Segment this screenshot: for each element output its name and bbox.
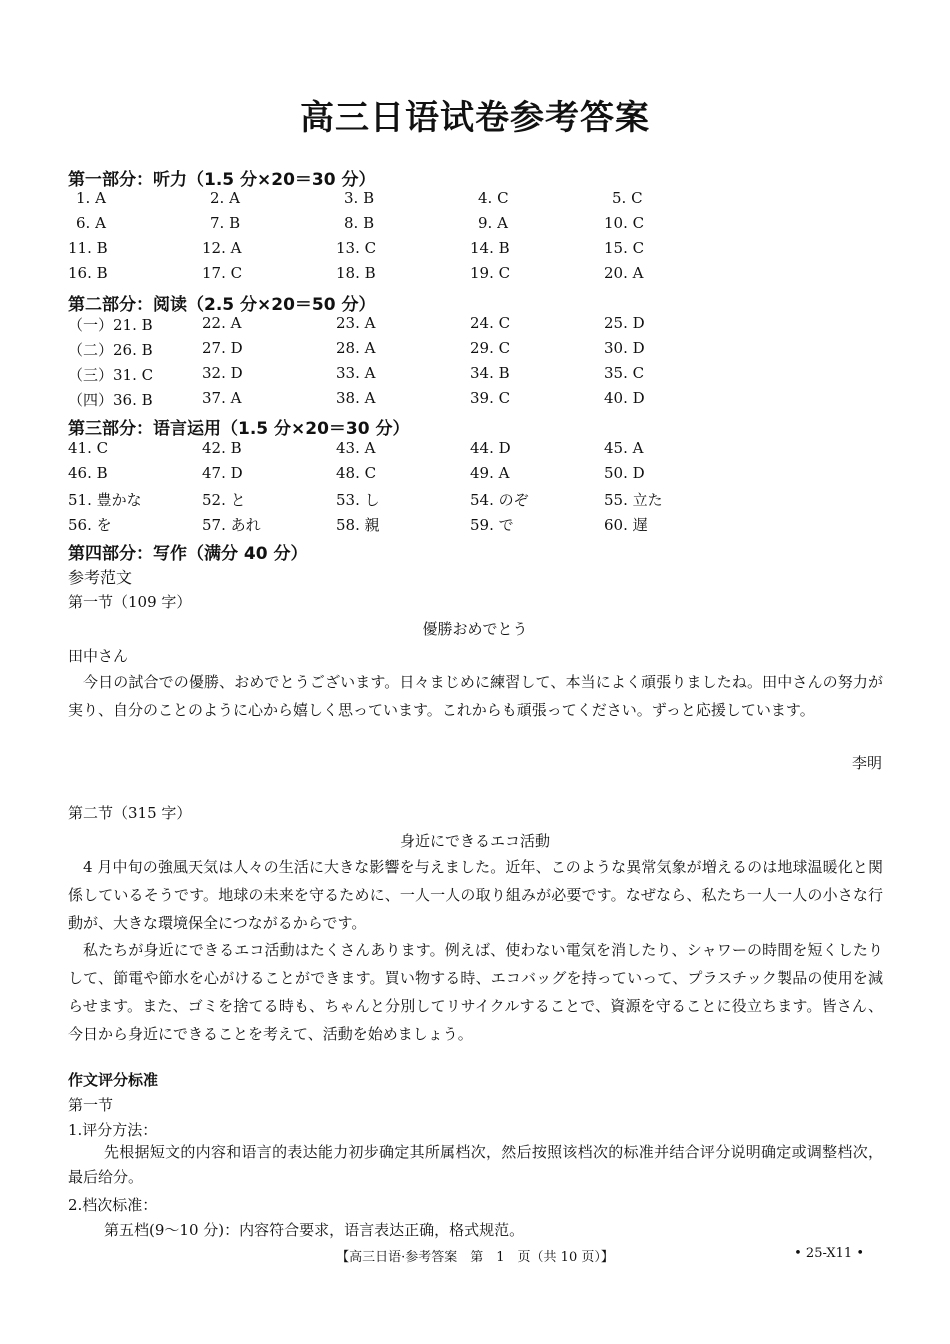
page-title: 高三日语试卷参考答案 [300, 98, 650, 138]
answer-cell: 39. C [470, 389, 511, 407]
footer-code: • 25-X11 • [794, 1246, 864, 1261]
answer-cell: 32. D [202, 364, 243, 382]
answer-cell: （四）36. B [68, 391, 153, 409]
grading-section-label: 第一节 [68, 1096, 114, 1114]
part4-heading: 第四部分：写作（满分 40 分） [68, 544, 308, 564]
essay1-body: 今日の試合での優勝、おめでとうございます。日々まじめに練習して、本当によく頑張りましたね。田中さんの努力が実り、自分のことのように心から嬉しく思っています。これからも頑張ってください。ずっと応援しています。 [68, 673, 883, 719]
answer-cell: 12. A [202, 239, 242, 257]
answer-cell: 7. B [210, 214, 241, 232]
answer-cell: 23. A [336, 314, 376, 332]
answer-cell: 57. あれ [202, 516, 261, 534]
answer-cell: 37. A [202, 389, 242, 407]
footer-page-info: 【高三日语·参考答案 第 1 页（共 10 页）】 [336, 1250, 614, 1265]
answer-cell: 40. D [604, 389, 645, 407]
answer-cell: 16. B [68, 264, 108, 282]
answer-row [0, 489, 950, 513]
answer-row [0, 514, 950, 538]
part3-heading: 第三部分：语言运用（1.5 分×20＝30 分） [68, 419, 410, 439]
answer-cell: 30. D [604, 339, 645, 357]
answer-cell: 8. B [344, 214, 375, 232]
section1-label: 第一节（109 字） [68, 593, 192, 611]
answer-cell: 1. A [76, 189, 106, 207]
answer-cell: 52. と [202, 491, 246, 509]
answer-cell: 51. 豊かな [68, 491, 142, 509]
answer-cell: 50. D [604, 464, 645, 482]
answer-cell: 59. で [470, 516, 514, 534]
answer-cell: 47. D [202, 464, 243, 482]
answer-cell: 55. 立た [604, 491, 663, 509]
answer-cell: 33. A [336, 364, 376, 382]
answer-cell: 20. A [604, 264, 644, 282]
essay2-title: 身近にできるエコ活動 [399, 832, 550, 850]
answer-cell: 25. D [604, 314, 645, 332]
part1-heading: 第一部分：听力（1.5 分×20＝30 分） [68, 170, 376, 190]
part2-heading: 第二部分：阅读（2.5 分×20＝50 分） [68, 295, 376, 315]
essay1-title: 優勝おめでとう [422, 620, 528, 638]
answer-cell: 53. し [336, 491, 380, 509]
answer-cell: 41. C [68, 439, 109, 457]
grading-method-text: 先根据短文的内容和语言的表达能力初步确定其所属档次，然后按照该档次的标准并结合评分说明确定或调整档次，最后给分。 [68, 1143, 883, 1186]
grading-level-5: 第五档(9～10 分)：内容符合要求，语言表达正确，格式规范。 [104, 1221, 525, 1239]
answer-row [0, 264, 950, 288]
answer-row [0, 339, 950, 363]
answer-cell: 43. A [336, 439, 376, 457]
answer-cell: 4. C [478, 189, 509, 207]
answer-cell: 29. C [470, 339, 511, 357]
answer-row [0, 189, 950, 213]
answer-row [0, 314, 950, 338]
answer-cell: 48. C [336, 464, 377, 482]
answer-cell: 54. のぞ [470, 491, 529, 509]
answer-cell: 34. B [470, 364, 510, 382]
answer-cell: 35. C [604, 364, 645, 382]
answer-cell: 3. B [344, 189, 375, 207]
answer-cell: 11. B [68, 239, 108, 257]
answer-cell: 38. A [336, 389, 376, 407]
essay1-greeting: 田中さん [68, 647, 129, 665]
answer-cell: 17. C [202, 264, 243, 282]
answer-cell: 5. C [612, 189, 643, 207]
section2-label: 第二节（315 字） [68, 804, 192, 822]
answer-cell: 10. C [604, 214, 645, 232]
answer-cell: 58. 親 [336, 516, 380, 534]
answer-cell: 60. 遅 [604, 516, 648, 534]
answer-cell: 6. A [76, 214, 106, 232]
answer-cell: （三）31. C [68, 366, 154, 384]
answer-row [0, 239, 950, 263]
answer-cell: 14. B [470, 239, 510, 257]
sample-essay-label: 参考范文 [68, 568, 133, 587]
answer-cell: 24. C [470, 314, 511, 332]
answer-cell: 46. B [68, 464, 108, 482]
answer-cell: 42. B [202, 439, 242, 457]
answer-cell: 2. A [210, 189, 240, 207]
answer-cell: （二）26. B [68, 341, 153, 359]
answer-cell: 15. C [604, 239, 645, 257]
answer-cell: 9. A [478, 214, 508, 232]
answer-cell: 49. A [470, 464, 510, 482]
essay2-paragraph-2: 私たちが身近にできるエコ活動はたくさんあります。例えば、使わない電気を消したり、シャワーの時間を短くしたりして、節電や節水を心がけることができます。買い物する時、エコバッグを持っていって、プラスチック製品の使用を減らせます。また、ゴミを捨てる時も、ちゃんと分別してリサイクルすることで、資源を守ることに役立ちます。皆さん、今日から身近にできることを考えて、活動を始めましょう。 [68, 941, 883, 1043]
answer-cell: 44. D [470, 439, 511, 457]
answer-cell: 27. D [202, 339, 243, 357]
grading-heading: 作文评分标准 [68, 1071, 159, 1089]
answer-cell: 22. A [202, 314, 242, 332]
answer-cell: 45. A [604, 439, 644, 457]
answer-cell: 28. A [336, 339, 376, 357]
essay2-paragraph-1: 4 月中旬の強風天気は人々の生活に大きな影響を与えました。近年、このような異常気象が増えるのは地球温暖化と関係しているそうです。地球の未来を守るために、一人一人の取り組みが必要です。なぜなら、私たち一人一人の小さな行動が、大きな環境保全につながるからです。 [68, 858, 883, 932]
answer-row [0, 214, 950, 238]
answer-cell: 13. C [336, 239, 377, 257]
answer-cell: 18. B [336, 264, 376, 282]
answer-cell: 19. C [470, 264, 511, 282]
answer-cell: 56. を [68, 516, 112, 534]
answer-row [0, 389, 950, 413]
answer-row [0, 439, 950, 463]
answer-cell: （一）21. B [68, 316, 153, 334]
grading-levels-label: 2.档次标准： [68, 1196, 158, 1214]
grading-method-label: 1.评分方法： [68, 1121, 158, 1139]
answer-row [0, 364, 950, 388]
essay1-signature: 李明 [851, 754, 882, 772]
answer-row [0, 464, 950, 488]
